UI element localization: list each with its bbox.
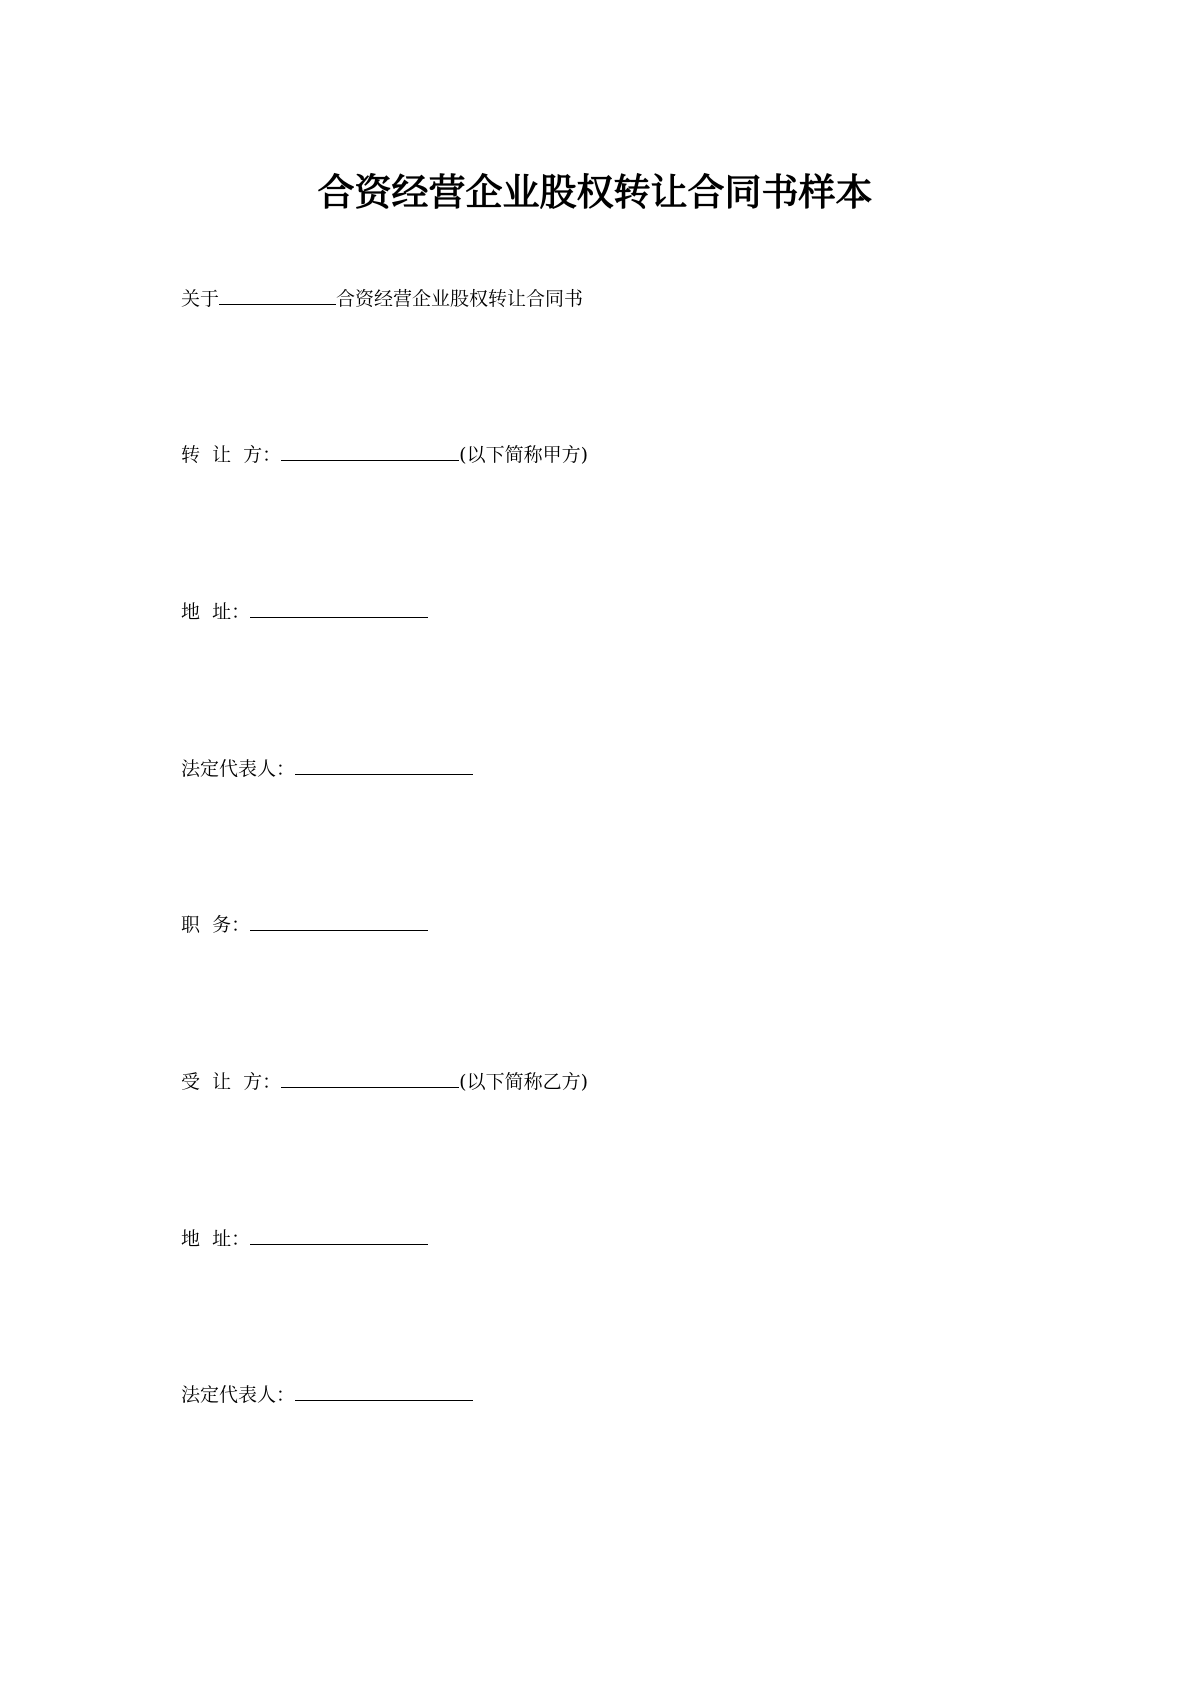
transferor-position-blank[interactable] bbox=[250, 912, 428, 931]
transferor-line bbox=[181, 442, 588, 468]
transferor-legal-rep-line bbox=[181, 756, 473, 782]
document-title: 合资经营企业股权转让合同书样本 bbox=[317, 170, 873, 214]
transferee-address-label: 地 址： bbox=[181, 1228, 251, 1250]
transferor-suffix: (以下简称甲方) bbox=[459, 444, 588, 466]
transferor-address-label: 地 址： bbox=[181, 601, 251, 623]
transferee-legal-rep-line bbox=[181, 1382, 473, 1408]
subject-blank[interactable] bbox=[219, 286, 336, 305]
transferor-legal-rep-label: 法定代表人： bbox=[181, 758, 296, 780]
subject-suffix: 合资经营企业股权转让合同书 bbox=[336, 288, 584, 310]
contract-subject-line bbox=[181, 286, 583, 312]
transferee-legal-rep-label: 法定代表人： bbox=[181, 1384, 296, 1406]
transferor-label: 转 让 方： bbox=[181, 444, 282, 466]
transferee-label: 受 让 方： bbox=[181, 1071, 282, 1093]
transferor-position-label: 职 务： bbox=[181, 914, 251, 936]
transferor-legal-rep-blank[interactable] bbox=[295, 756, 473, 775]
transferee-blank[interactable] bbox=[281, 1069, 459, 1088]
transferor-address-line bbox=[181, 599, 428, 625]
transferee-suffix: (以下简称乙方) bbox=[459, 1071, 588, 1093]
transferor-position-line bbox=[181, 912, 428, 938]
transferee-legal-rep-blank[interactable] bbox=[295, 1382, 473, 1401]
transferor-blank[interactable] bbox=[281, 442, 459, 461]
subject-prefix: 关于 bbox=[181, 288, 220, 310]
transferee-address-line bbox=[181, 1226, 428, 1252]
transferee-line bbox=[181, 1069, 588, 1095]
transferor-address-blank[interactable] bbox=[250, 599, 428, 618]
transferee-address-blank[interactable] bbox=[250, 1226, 428, 1245]
